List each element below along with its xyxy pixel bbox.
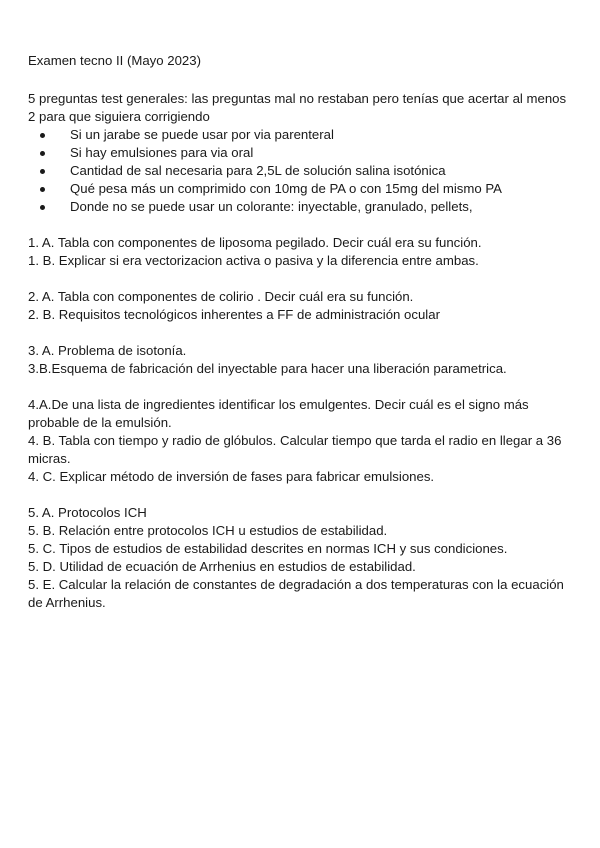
list-item xyxy=(28,162,576,180)
list-item xyxy=(28,126,576,144)
question-3-section xyxy=(28,342,576,378)
question-1b: 1. B. Explicar si era vectorizacion activa o pasiva y la diferencia entre ambas. xyxy=(28,253,479,268)
list-item xyxy=(28,180,576,198)
question-5c: 5. C. Tipos de estudios de estabilidad descrites en normas ICH y sus condiciones. xyxy=(28,541,508,556)
intro-paragraph: 5 preguntas test generales: las preguntas mal no restaban pero tenías que acertar al menos 2 para que siguiera corrigiendo xyxy=(28,91,567,124)
question-2b: 2. B. Requisitos tecnológicos inherentes a FF de administración ocular xyxy=(28,307,440,322)
question-2-section xyxy=(28,288,576,324)
question-3a: 3. A. Problema de isotonía. xyxy=(28,343,187,358)
question-5-section xyxy=(28,504,576,612)
list-item-text: Si un jarabe se puede usar por via parenteral xyxy=(70,127,334,142)
question-1a: 1. A. Tabla con componentes de liposoma pegilado. Decir cuál era su función. xyxy=(28,235,482,250)
question-3b: 3.B.Esquema de fabricación del inyectable para hacer una liberación parametrica. xyxy=(28,361,507,376)
question-5e: 5. E. Calcular la relación de constantes de degradación a dos temperaturas con la ecuación de Arrhenius. xyxy=(28,577,564,610)
question-5d: 5. D. Utilidad de ecuación de Arrhenius en estudios de estabilidad. xyxy=(28,559,416,574)
list-item xyxy=(28,198,576,216)
list-item-text: Si hay emulsiones para via oral xyxy=(70,145,254,160)
question-4c: 4. C. Explicar método de inversión de fases para fabricar emulsiones. xyxy=(28,469,435,484)
bullet-icon xyxy=(40,187,45,192)
bullet-icon xyxy=(40,133,45,138)
document-page xyxy=(28,52,576,612)
bullet-icon xyxy=(40,151,45,156)
question-4b: 4. B. Tabla con tiempo y radio de glóbulos. Calcular tiempo que tarda el radio en llegar a 36 micras. xyxy=(28,433,562,466)
question-5a: 5. A. Protocolos ICH xyxy=(28,505,147,520)
list-item-text: Qué pesa más un comprimido con 10mg de PA o con 15mg del mismo PA xyxy=(70,181,502,196)
bullet-icon xyxy=(40,169,45,174)
list-item xyxy=(28,144,576,162)
question-2a: 2. A. Tabla con componentes de colirio . Decir cuál era su función. xyxy=(28,289,414,304)
document-title: Examen tecno II (Mayo 2023) xyxy=(28,53,201,68)
question-5b: 5. B. Relación entre protocolos ICH u estudios de estabilidad. xyxy=(28,523,388,538)
test-questions-list xyxy=(28,126,576,216)
question-1-section xyxy=(28,234,576,270)
bullet-icon xyxy=(40,205,45,210)
list-item-text: Cantidad de sal necesaria para 2,5L de solución salina isotónica xyxy=(70,163,446,178)
question-4a: 4.A.De una lista de ingredientes identificar los emulgentes. Decir cuál es el signo más probable de la emulsión. xyxy=(28,397,529,430)
question-4-section xyxy=(28,396,576,486)
list-item-text: Donde no se puede usar un colorante: inyectable, granulado, pellets, xyxy=(70,199,473,214)
